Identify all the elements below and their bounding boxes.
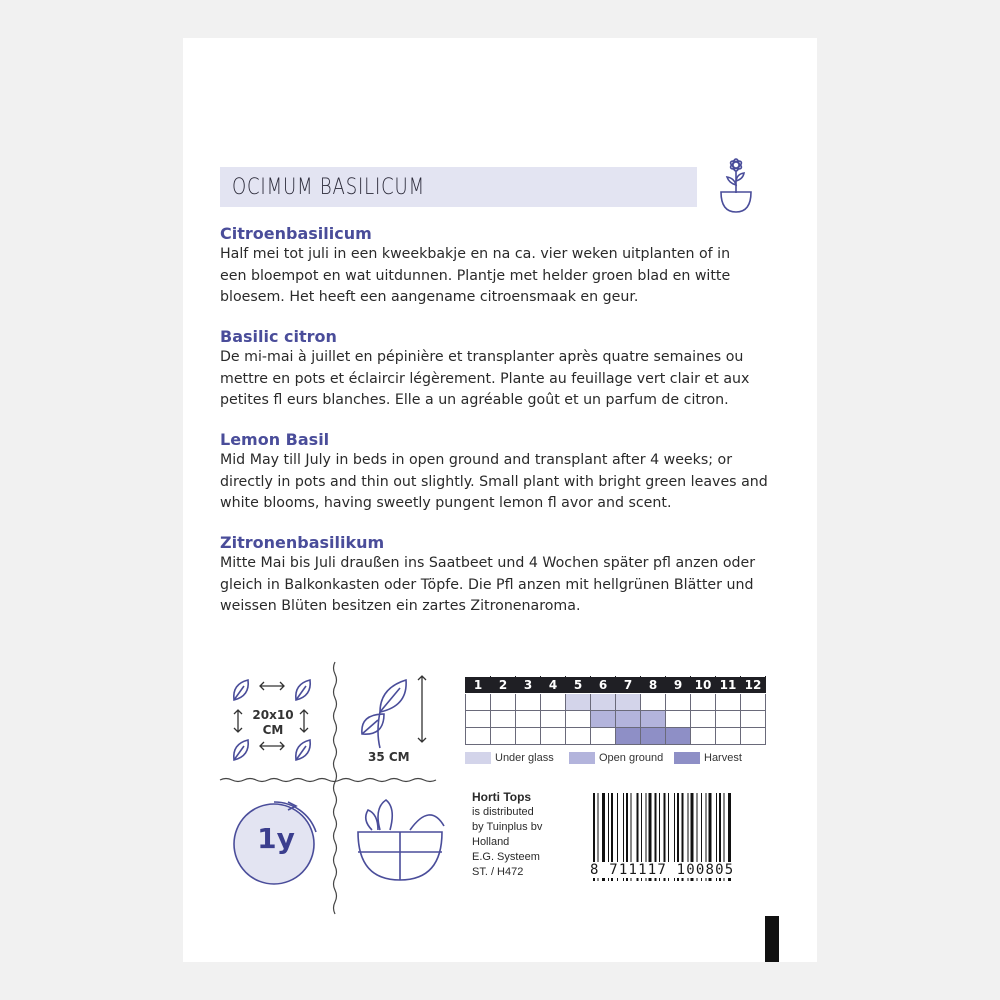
- section-text: [220, 553, 790, 618]
- calendar-row-under-glass: [466, 694, 766, 711]
- calendar-cell: [566, 728, 591, 745]
- plant-height-icon: [352, 672, 442, 752]
- month-cell: 9: [666, 677, 691, 694]
- legend-label: Open ground: [599, 752, 664, 764]
- height-label: 35 CM: [368, 750, 410, 764]
- brand-name: Horti Tops: [472, 790, 532, 804]
- month-cell: 6: [591, 677, 616, 694]
- legend-open-ground: [569, 751, 663, 765]
- calendar-cell: [716, 711, 741, 728]
- legend-swatch: [674, 752, 700, 764]
- calendar-row-open-ground: [466, 711, 766, 728]
- spacing-label: [250, 708, 296, 738]
- calendar-cell: [691, 711, 716, 728]
- calendar-cell: [666, 694, 691, 711]
- registration-mark: [765, 916, 779, 962]
- distributor-line: Holland: [472, 836, 510, 848]
- month-cell: 5: [566, 677, 591, 694]
- calendar-cell: [666, 711, 691, 728]
- section-heading: Citroenbasilicum: [220, 224, 372, 243]
- calendar-cell: [591, 694, 616, 711]
- calendar-cell: [466, 728, 491, 745]
- section-german: [220, 533, 790, 618]
- calendar-cell: [491, 694, 516, 711]
- calendar-cell: [716, 728, 741, 745]
- legend-harvest: [674, 751, 742, 765]
- text-line: mettre en pots et éclaircir légèrement. Plante au feuillage vert clair et aux: [220, 370, 750, 387]
- month-cell: 12: [741, 677, 766, 694]
- calendar-cell: [516, 711, 541, 728]
- month-cell: 8: [641, 677, 666, 694]
- text-line: Mitte Mai bis Juli draußen ins Saatbeet und 4 Wochen später pfl anzen oder: [220, 555, 756, 571]
- section-text: [220, 450, 790, 515]
- month-cell: 4: [541, 677, 566, 694]
- calendar-cell: [666, 728, 691, 745]
- calendar-cell: [491, 711, 516, 728]
- calendar-cell: [691, 694, 716, 711]
- calendar-cell: [516, 728, 541, 745]
- text-line: directly in pots and thin out slightly. Small plant with bright green leaves and: [220, 473, 768, 490]
- lifecycle-label: 1y: [257, 822, 295, 855]
- section-heading: Zitronenbasilikum: [220, 533, 385, 552]
- calendar-cell: [741, 711, 766, 728]
- calendar-cell: [616, 728, 641, 745]
- section-french: [220, 327, 790, 412]
- text-line: Half mei tot juli in een kweekbakje en na ca. vier weken uitplanten of in: [220, 246, 731, 262]
- text-line: De mi-mai à juillet en pépinière et transplanter après quatre semaines ou: [220, 349, 744, 365]
- calendar-cell: [691, 728, 716, 745]
- latin-name-title: OCIMUM BASILICUM: [232, 175, 425, 200]
- sowing-calendar: [465, 676, 766, 745]
- text-line: petites fl eurs blanches. Elle a un agréable goût et un parfum de citron.: [220, 392, 729, 408]
- calendar-cell: [616, 711, 641, 728]
- calendar-cell: [566, 694, 591, 711]
- calendar-cell: [641, 711, 666, 728]
- spacing-value: 20x10: [252, 708, 294, 722]
- calendar-cell: [466, 711, 491, 728]
- calendar-cell: [491, 728, 516, 745]
- legend-under-glass: [465, 751, 554, 765]
- calendar-cell: [716, 694, 741, 711]
- calendar-cell: [541, 728, 566, 745]
- section-heading: Basilic citron: [220, 327, 337, 346]
- text-line: weissen Blüten besitzen ein zartes Zitronenaroma.: [220, 598, 581, 614]
- text-line: Mid May till July in beds in open ground and transplant after 4 weeks; or: [220, 452, 733, 468]
- text-line: bloesem. Het heeft een aangename citroensmaak en geur.: [220, 289, 639, 305]
- month-cell: 10: [691, 677, 716, 694]
- calendar-cell: [541, 711, 566, 728]
- calendar-cell: [566, 711, 591, 728]
- calendar-cell: [616, 694, 641, 711]
- section-heading: Lemon Basil: [220, 430, 330, 449]
- text-line: gleich in Balkonkasten oder Töpfe. Die Pfl anzen mit hellgrünen Blätter und: [220, 576, 754, 593]
- month-cell: 3: [516, 677, 541, 694]
- potted-flower-icon: [716, 155, 756, 217]
- distributor-line: E.G. Systeem: [472, 851, 540, 863]
- calendar-month-row: [466, 677, 766, 694]
- calendar-cell: [641, 694, 666, 711]
- legend-swatch: [569, 752, 595, 764]
- calendar-cell: [516, 694, 541, 711]
- month-cell: 7: [616, 677, 641, 694]
- spacing-unit: CM: [262, 723, 284, 737]
- barcode-number: 8 711117 100805: [590, 862, 780, 878]
- calendar-row-harvest: [466, 728, 766, 745]
- month-cell: 11: [716, 677, 741, 694]
- calendar-cell: [591, 711, 616, 728]
- section-dutch: [220, 224, 790, 309]
- text-line: white blooms, having sweetly pungent lemon fl avor and scent.: [220, 495, 672, 511]
- distributor-info: [472, 790, 582, 880]
- text-line: een bloempot en wat uitdunnen. Plantje met helder groen blad en witte: [220, 267, 731, 284]
- month-cell: 2: [491, 677, 516, 694]
- distributor-line: is distributed: [472, 806, 534, 818]
- calendar-cell: [466, 694, 491, 711]
- section-text: [220, 244, 790, 309]
- calendar-cell: [741, 728, 766, 745]
- section-text: [220, 347, 790, 412]
- calendar-cell: [591, 728, 616, 745]
- distributor-line: ST. / H472: [472, 866, 524, 878]
- calendar-cell: [741, 694, 766, 711]
- calendar-cell: [541, 694, 566, 711]
- month-cell: 1: [466, 677, 491, 694]
- legend-swatch: [465, 752, 491, 764]
- calendar-cell: [641, 728, 666, 745]
- legend-label: Harvest: [704, 752, 742, 764]
- distributor-line: by Tuinplus bv: [472, 821, 543, 833]
- container-bowl-icon: [350, 790, 450, 890]
- section-english: [220, 430, 790, 515]
- legend-label: Under glass: [495, 752, 554, 764]
